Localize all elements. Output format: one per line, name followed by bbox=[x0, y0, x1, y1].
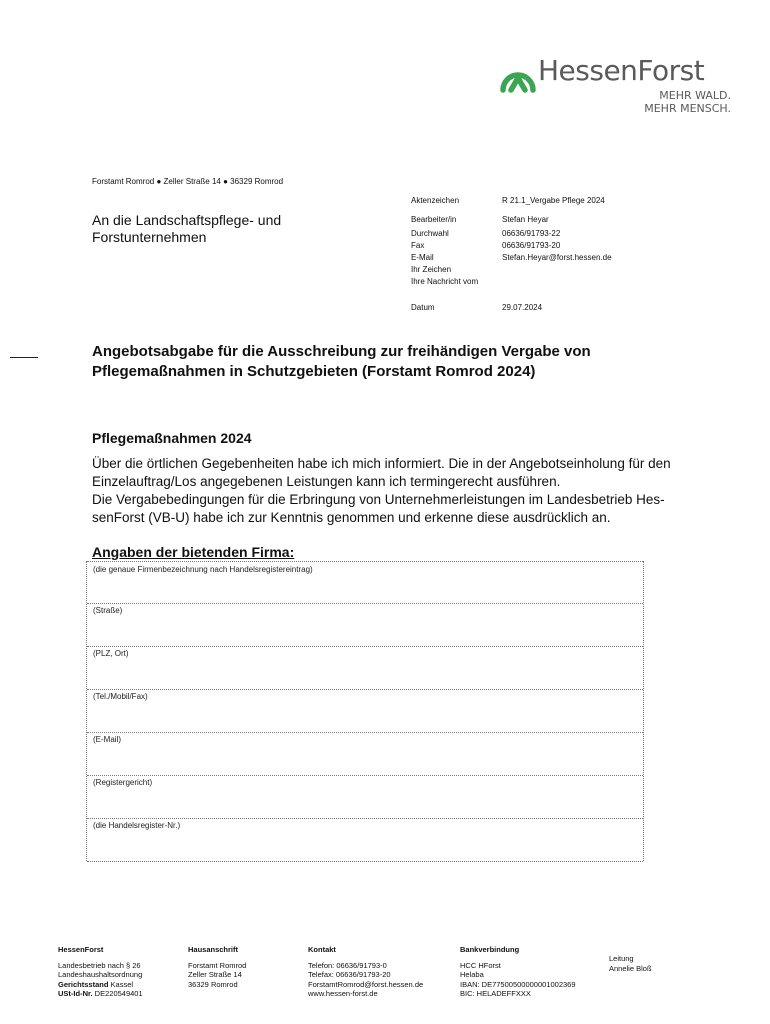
footer-col-bank bbox=[460, 945, 576, 999]
register-number-field[interactable] bbox=[87, 819, 643, 862]
section-subheading: Pflegemaßnahmen 2024 bbox=[92, 430, 252, 446]
sender-line: Forstamt Romrod ● Zeller Straße 14 ● 36329 Romrod bbox=[92, 177, 284, 186]
body-paragraph bbox=[92, 455, 712, 527]
fax-label: Fax bbox=[411, 241, 425, 250]
footer-col1-line3 bbox=[58, 980, 143, 990]
footer-col4-line4: BIC: HELADEFFXXX bbox=[460, 989, 531, 998]
datum-label: Datum bbox=[411, 303, 435, 312]
postcode-city-label: (PLZ, Ort) bbox=[93, 649, 129, 658]
document-headline bbox=[92, 342, 652, 382]
ihre-nachricht-label: Ihre Nachricht vom bbox=[411, 277, 479, 286]
footer-col3-line1: Telefon: 06636/91793-0 bbox=[308, 960, 387, 970]
body-line-4: senForst (VB-U) habe ich zur Kenntnis genommen und erkenne diese ausdrücklich an. bbox=[92, 510, 611, 525]
footer-col4-line3: IBAN: DE77500500000001002369 bbox=[460, 979, 576, 989]
footer-col5-line1: Leitung bbox=[609, 954, 634, 963]
footer-col1-line4 bbox=[58, 989, 143, 999]
recipient-line-1: An die Landschaftspflege- und bbox=[92, 212, 282, 228]
logo-tagline-1: MEHR WALD. bbox=[659, 89, 731, 102]
logo-brand-text: HessenForst bbox=[538, 54, 705, 87]
firm-name-field[interactable] bbox=[87, 561, 643, 604]
footer-col1-line1: Landesbetrieb nach § 26 bbox=[58, 960, 141, 970]
footer-col1-line4-text: DE220549401 bbox=[92, 989, 143, 998]
footer-col4-head: Bankverbindung bbox=[460, 945, 520, 954]
footer-col4-line1: HCC HForst bbox=[460, 960, 501, 970]
footer-col3-line4[interactable]: www.hessen-forst.de bbox=[308, 989, 378, 998]
footer-col-management bbox=[609, 954, 652, 973]
ihr-zeichen-label: Ihr Zeichen bbox=[411, 265, 452, 274]
email-field[interactable] bbox=[87, 733, 643, 776]
register-court-field[interactable] bbox=[87, 776, 643, 819]
body-line-2: Einzelauftrag/Los angegebenen Leistungen kann ich termingerecht ausführen. bbox=[92, 474, 561, 489]
firm-section-title: Angaben der bietenden Firma: bbox=[92, 544, 295, 560]
footer-col3-head: Kontakt bbox=[308, 945, 336, 954]
durchwahl-value: 06636/91793-22 bbox=[502, 229, 561, 238]
footer-col3-line3[interactable]: ForstamtRomrod@forst.hessen.de bbox=[308, 979, 424, 989]
body-line-1: Über die örtlichen Gegebenheiten habe ich mich informiert. Die in der Angebotseinholung für den bbox=[92, 456, 671, 471]
datum-value: 29.07.2024 bbox=[502, 303, 543, 312]
street-label: (Straße) bbox=[93, 606, 123, 615]
footer-col1-line4-bold: USt-Id-Nr. bbox=[58, 989, 93, 998]
hessenforst-logo-icon bbox=[498, 56, 538, 94]
footer-col2-line3: 36329 Romrod bbox=[188, 979, 238, 989]
footer-col-contact bbox=[308, 945, 423, 999]
logo-tagline-2: MEHR MENSCH. bbox=[644, 102, 731, 115]
aktenzeichen-label: Aktenzeichen bbox=[411, 196, 460, 205]
aktenzeichen-value: R 21.1_Vergabe Pflege 2024 bbox=[502, 196, 605, 205]
hessenforst-logo bbox=[498, 52, 734, 114]
fax-value: 06636/91793-20 bbox=[502, 241, 561, 250]
headline-line-1: Angebotsabgabe für die Ausschreibung zur freihändigen Vergabe von bbox=[92, 343, 591, 360]
email-field-label: (E-Mail) bbox=[93, 735, 121, 744]
bearbeiter-label: Bearbeiter/in bbox=[411, 215, 457, 224]
footer-col-hessenforst bbox=[58, 945, 143, 999]
recipient-address bbox=[92, 212, 322, 246]
footer-col1-line2: Landeshaushaltsordnung bbox=[58, 970, 143, 979]
footer-col-address bbox=[188, 945, 246, 989]
firm-name-label: (die genaue Firmenbezeichnung nach Handelsregistereintrag) bbox=[93, 565, 313, 574]
street-field[interactable] bbox=[87, 604, 643, 647]
postcode-city-field[interactable] bbox=[87, 647, 643, 690]
footer-col4-line2: Helaba bbox=[460, 970, 484, 979]
footer-col1-line3-text: Kassel bbox=[108, 979, 134, 989]
bearbeiter-value: Stefan Heyar bbox=[502, 215, 549, 224]
footer-col1-line3-bold: Gerichtsstand bbox=[58, 979, 109, 989]
email-label: E-Mail bbox=[411, 253, 434, 262]
body-line-3: Die Vergabebedingungen für die Erbringung von Unternehmerleistungen im Landesbetrieb Hes- bbox=[92, 492, 665, 507]
recipient-line-2: Forstunternehmen bbox=[92, 229, 207, 245]
footer-col2-head: Hausanschrift bbox=[188, 945, 239, 954]
register-court-label: (Registergericht) bbox=[93, 778, 153, 787]
phone-label: (Tel./Mobil/Fax) bbox=[93, 692, 148, 701]
footer-col5-line2: Annelie Bloß bbox=[609, 963, 652, 973]
footer-col2-line2: Zeller Straße 14 bbox=[188, 970, 242, 979]
footer-col3-line2: Telefax: 06636/91793-20 bbox=[308, 970, 391, 979]
email-value: Stefan.Heyar@forst.hessen.de bbox=[502, 253, 612, 262]
footer-col2-line1: Forstamt Romrod bbox=[188, 960, 247, 970]
firm-form bbox=[86, 561, 644, 861]
fold-mark bbox=[10, 357, 38, 358]
register-number-label: (die Handelsregister-Nr.) bbox=[93, 821, 181, 830]
phone-field[interactable] bbox=[87, 690, 643, 733]
headline-line-2: Pflegemaßnahmen in Schutzgebieten (Forstamt Romrod 2024) bbox=[92, 363, 536, 380]
durchwahl-label: Durchwahl bbox=[411, 229, 449, 238]
footer-col1-head: HessenForst bbox=[58, 945, 104, 954]
